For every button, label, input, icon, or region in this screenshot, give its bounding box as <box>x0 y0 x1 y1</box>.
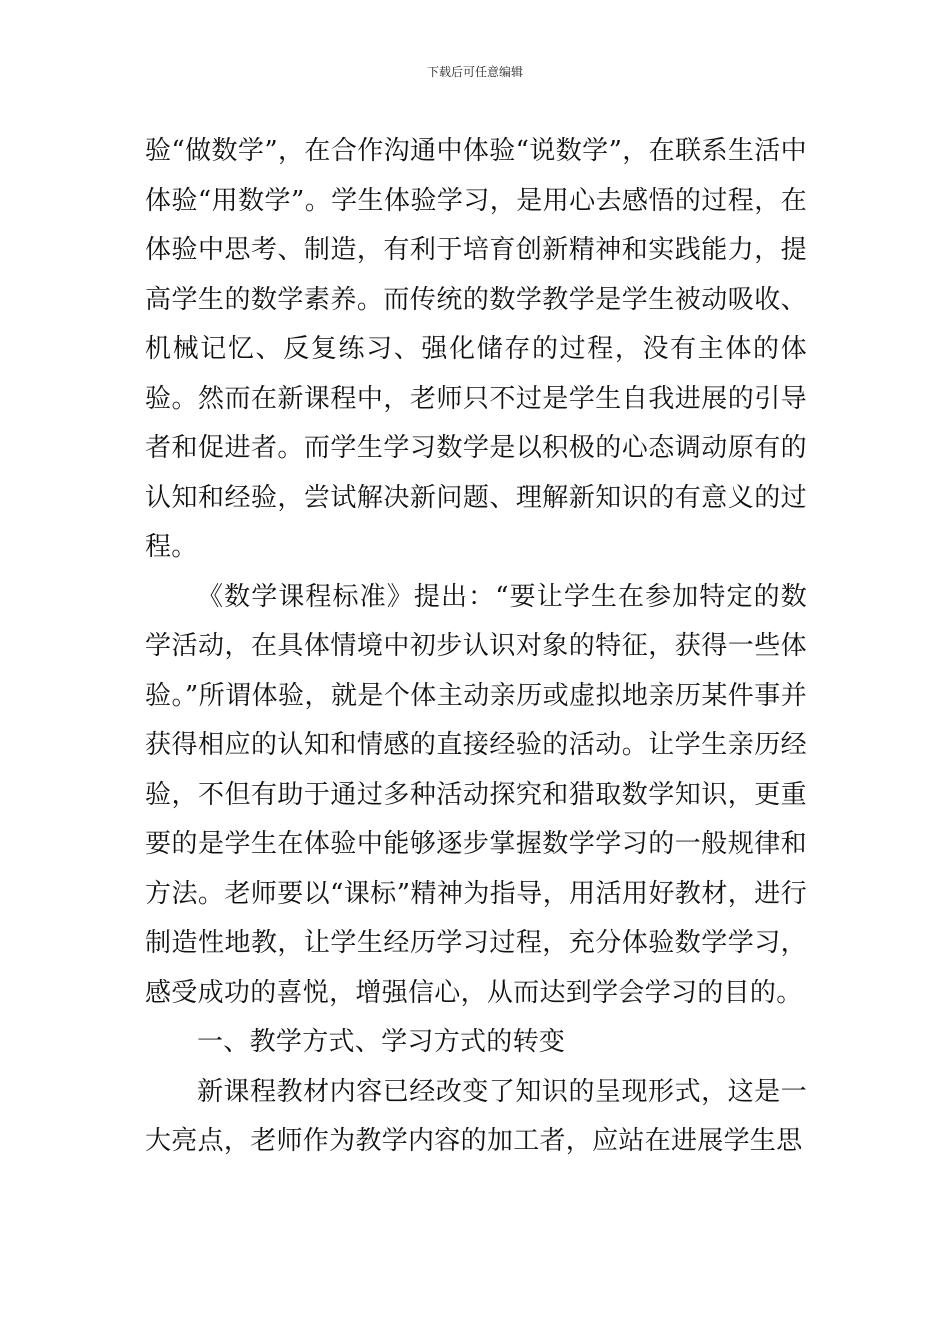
section-heading: 一、教学方式、学习方式的转变 <box>197 1027 566 1057</box>
document-body <box>145 127 807 1167</box>
paragraph-new-curriculum: 新课程教材内容已经改变了知识的呈现形式，这是一大亮点，老师作为教学内容的加工者，应站在进展学生思 <box>145 1076 807 1156</box>
paragraph-curriculum-standard: 《数学课程标准》提出：“要让学生在参加特定的数学活动，在具体情境中初步认识对象的特征，获得一些体验。”所谓体验，就是个体主动亲历或虚拟地亲历某件事并获得相应的认知和情感的直接经验的活动。让学生亲历经验，不但有助于通过多种活动探究和猎取数学知识，更重要的是学生在体验中能够逐步掌握数学学习的一般规律和方法。老师要以“课标”精神为指导，用活用好教材，进行制造性地教，让学生经历学习过程，充分体验数学学习，感受成功的喜悦，增强信心，从而达到学会学习的目的。 <box>145 581 807 1008</box>
page-header: 下载后可任意编辑 <box>426 65 523 79</box>
paragraph-continuation: 验“做数学”，在合作沟通中体验“说数学”，在联系生活中体验“用数学”。学生体验学习，是用心去感悟的过程，在体验中思考、制造，有利于培育创新精神和实践能力，提高学生的数学素养。而传统的数学教学是学生被动吸收、机械记忆、反复练习、强化储存的过程，没有主体的体验。然而在新课程中，老师只不过是学生自我进展的引导者和促进者。而学生学习数学是以积极的心态调动原有的认知和经验，尝试解决新问题、理解新知识的有意义的过程。 <box>145 136 807 562</box>
